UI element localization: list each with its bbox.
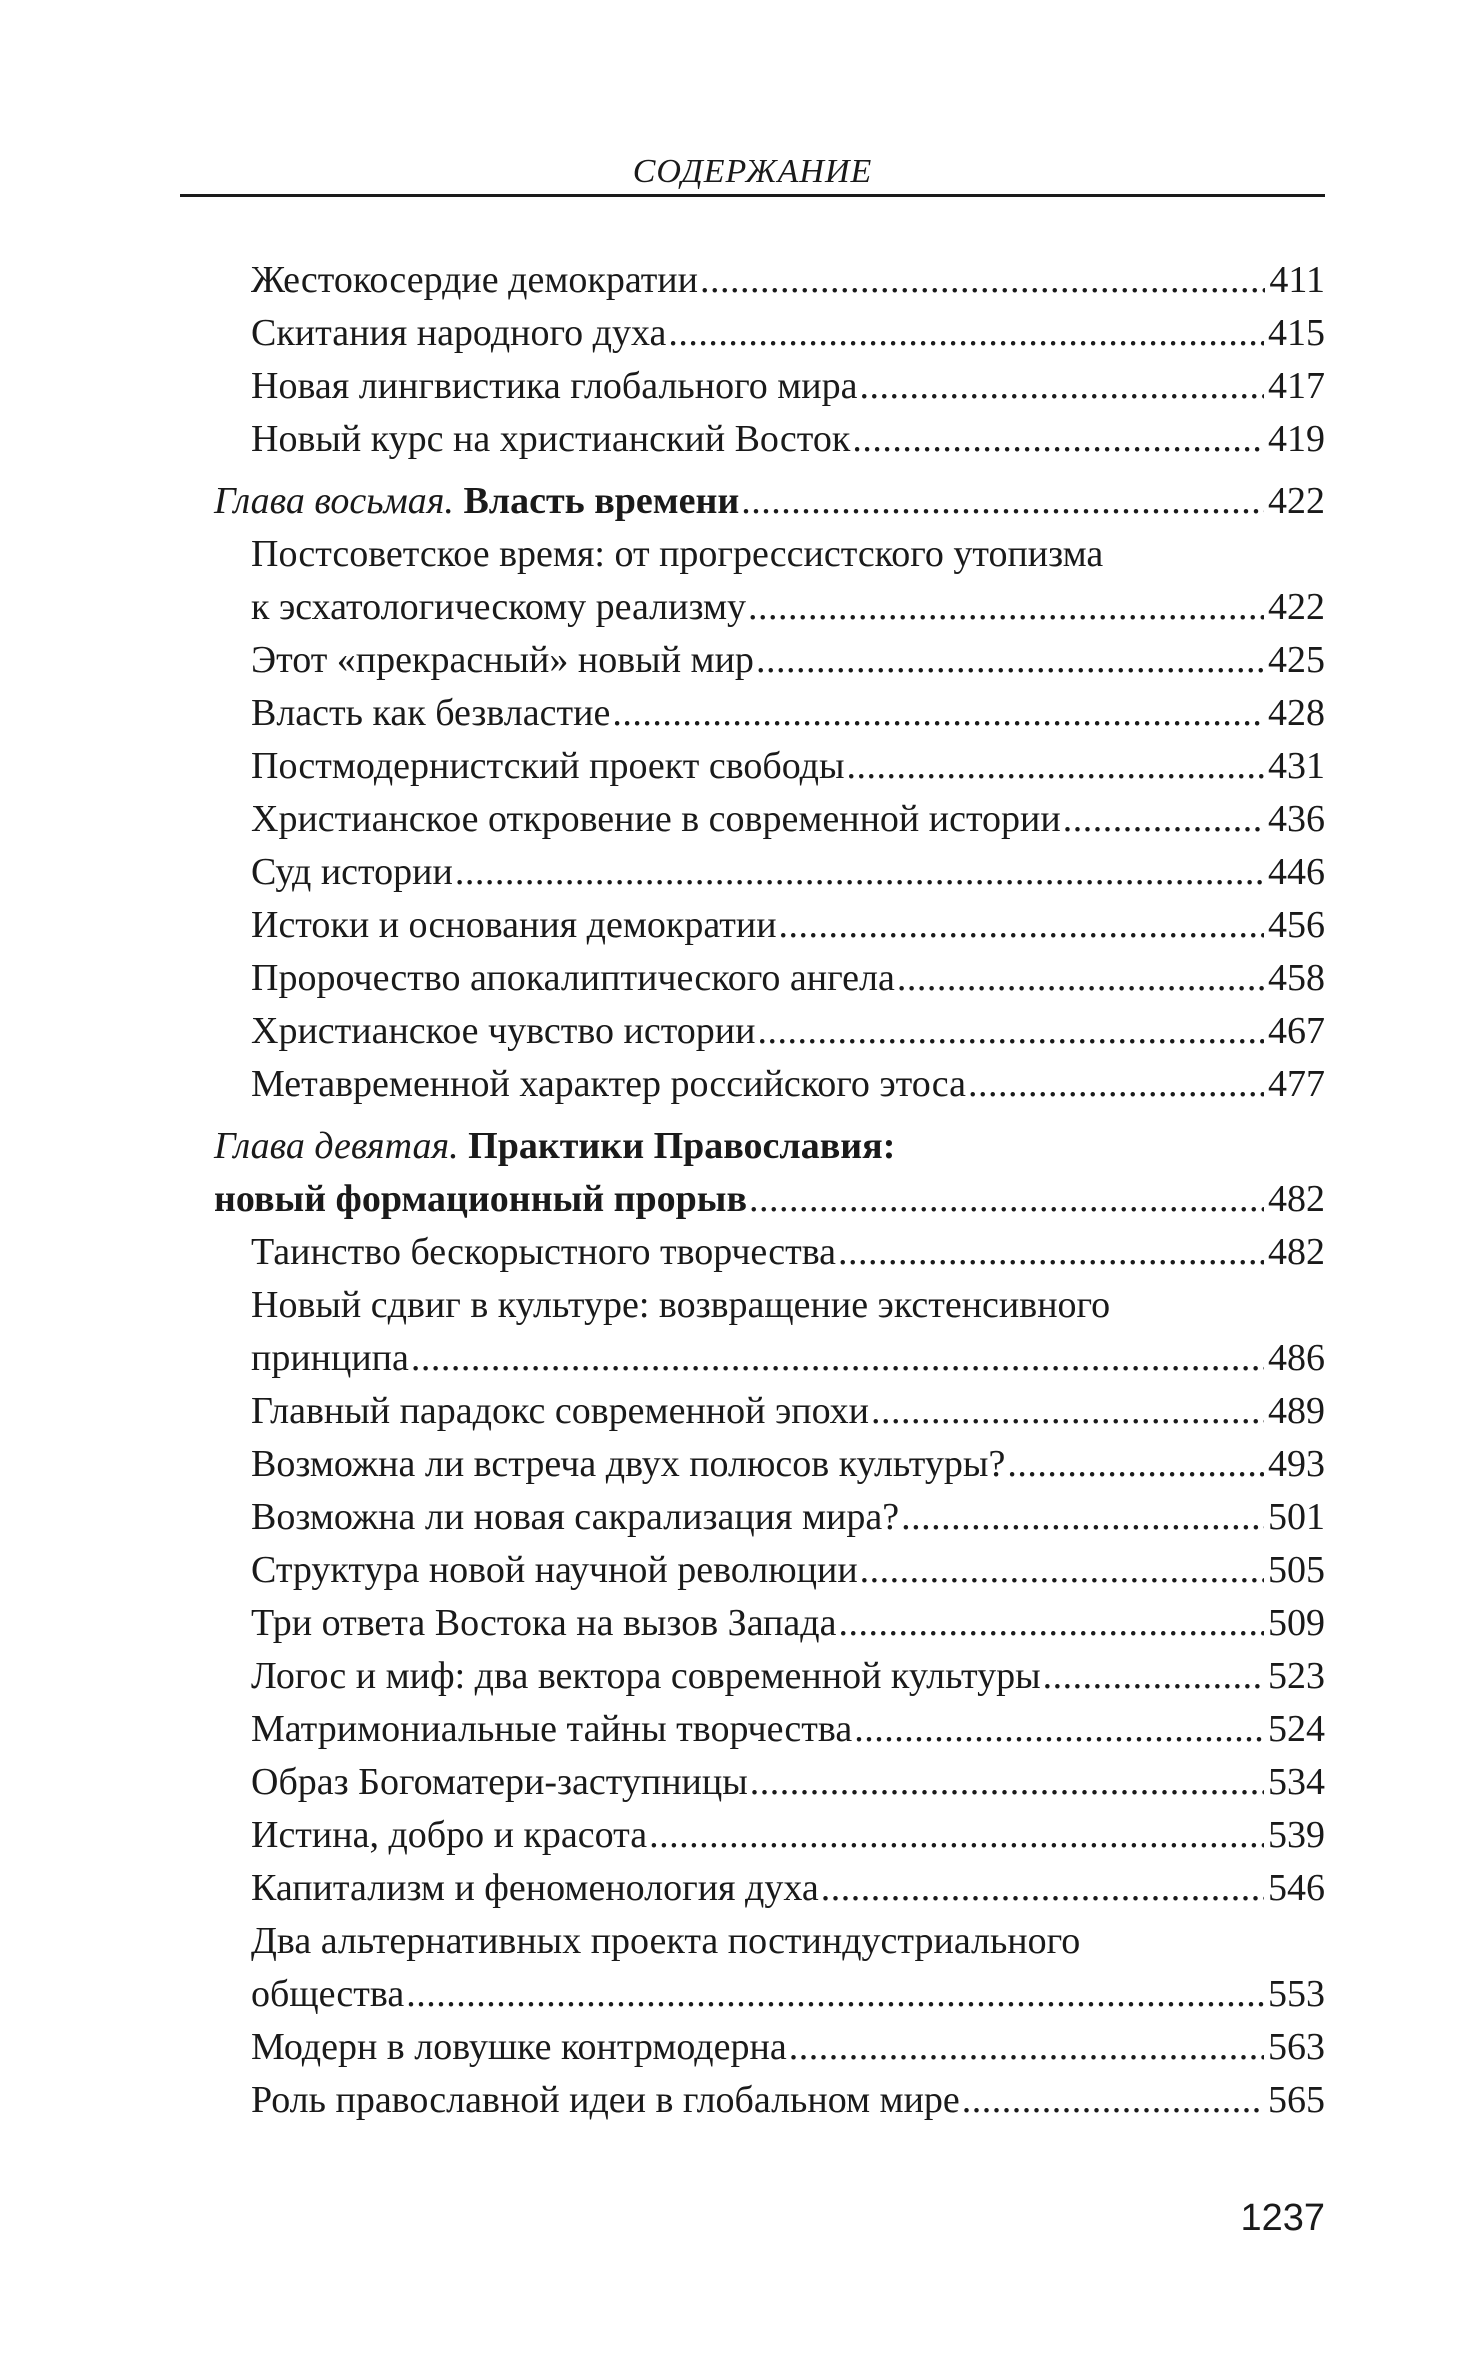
dot-leader bbox=[741, 475, 1264, 528]
toc-entry-title: Капитализм и феноменология духа bbox=[251, 1867, 819, 1909]
chapter-heading-8[interactable] bbox=[214, 475, 1325, 528]
toc-entry-title: Главный парадокс современной эпохи bbox=[251, 1390, 870, 1432]
chapter-heading-9-line1[interactable] bbox=[214, 1120, 1325, 1173]
dot-leader bbox=[860, 1544, 1264, 1597]
toc-entry[interactable] bbox=[214, 307, 1325, 360]
dot-leader bbox=[962, 2074, 1264, 2127]
dot-leader bbox=[901, 1491, 1264, 1544]
toc-entry[interactable] bbox=[214, 254, 1325, 307]
toc-entry[interactable] bbox=[214, 952, 1325, 1005]
toc-entry-page: 411 bbox=[1269, 259, 1325, 301]
toc-entry[interactable] bbox=[214, 1332, 1325, 1385]
toc-entry[interactable] bbox=[214, 1968, 1325, 2021]
toc-entry[interactable] bbox=[214, 740, 1325, 793]
dot-leader bbox=[756, 634, 1264, 687]
toc-entry-page: 565 bbox=[1268, 2079, 1325, 2121]
toc-entry[interactable] bbox=[214, 1756, 1325, 1809]
toc-entry[interactable] bbox=[214, 1385, 1325, 1438]
toc-entry-page: 524 bbox=[1268, 1708, 1325, 1750]
dot-leader bbox=[854, 1703, 1264, 1756]
toc-entry-page: 456 bbox=[1268, 904, 1325, 946]
toc-entry[interactable] bbox=[214, 360, 1325, 413]
dot-leader bbox=[700, 254, 1265, 307]
toc-entry[interactable] bbox=[214, 1491, 1325, 1544]
toc-entry-title-line1: Новый сдвиг в культуре: возвращение экстенсивного bbox=[251, 1284, 1111, 1326]
toc-entry[interactable] bbox=[214, 413, 1325, 466]
dot-leader bbox=[838, 1597, 1264, 1650]
toc-entry-page: 428 bbox=[1268, 692, 1325, 734]
dot-leader bbox=[1063, 793, 1264, 846]
toc-entry-title: Возможна ли новая сакрализация мира? bbox=[251, 1496, 900, 1538]
dot-leader bbox=[411, 1332, 1264, 1385]
toc-entry-page: 417 bbox=[1268, 365, 1325, 407]
toc-entry-title-line1: Два альтернативных проекта постиндустриального bbox=[251, 1920, 1081, 1962]
dot-leader bbox=[968, 1058, 1264, 1111]
toc-entry[interactable] bbox=[214, 1597, 1325, 1650]
toc-entry-title-line1: Постсоветское время: от прогрессистского утопизма bbox=[251, 533, 1104, 575]
toc-entry[interactable] bbox=[214, 1005, 1325, 1058]
toc-entry-title: Логос и миф: два вектора современной культуры bbox=[251, 1655, 1041, 1697]
dot-leader bbox=[455, 846, 1264, 899]
dot-leader bbox=[859, 360, 1264, 413]
toc-entry[interactable] bbox=[214, 634, 1325, 687]
toc-entry-page: 493 bbox=[1268, 1443, 1325, 1485]
toc-entry[interactable] bbox=[214, 1862, 1325, 1915]
running-head: СОДЕРЖАНИЕ bbox=[632, 153, 873, 190]
toc-entry-title: Пророчество апокалиптического ангела bbox=[251, 957, 895, 999]
header-rule bbox=[180, 194, 1325, 197]
toc-entry-title: Образ Богоматери-заступницы bbox=[251, 1761, 748, 1803]
dot-leader bbox=[750, 1756, 1264, 1809]
toc-entry-page: 422 bbox=[1268, 586, 1325, 628]
toc-entry-page: 534 bbox=[1268, 1761, 1325, 1803]
toc-entry-title: Христианское чувство истории bbox=[251, 1010, 756, 1052]
toc-entry-title: Постмодернистский проект свободы bbox=[251, 745, 845, 787]
chapter-heading-9-line2[interactable] bbox=[214, 1173, 1325, 1226]
toc-entry-title: Матримониальные тайны творчества bbox=[251, 1708, 853, 1750]
toc-entry[interactable] bbox=[214, 793, 1325, 846]
dot-leader bbox=[757, 1005, 1264, 1058]
toc-entry[interactable] bbox=[214, 1650, 1325, 1703]
toc-entry[interactable] bbox=[214, 1226, 1325, 1279]
toc-entry-title: Этот «прекрасный» новый мир bbox=[251, 639, 754, 681]
chapter-title bbox=[214, 475, 739, 528]
toc-entry-page: 501 bbox=[1268, 1496, 1325, 1538]
toc-entry-page: 419 bbox=[1268, 418, 1325, 460]
dot-leader bbox=[649, 1809, 1264, 1862]
toc-entry-title: Скитания народного духа bbox=[251, 312, 667, 354]
dot-leader bbox=[779, 899, 1264, 952]
toc-entry[interactable] bbox=[214, 687, 1325, 740]
chapter-page: 482 bbox=[1268, 1178, 1325, 1220]
toc-entry-title: к эсхатологическому реализму bbox=[251, 586, 747, 628]
toc-entry[interactable] bbox=[214, 899, 1325, 952]
toc-entry-page: 467 bbox=[1268, 1010, 1325, 1052]
toc-entry[interactable] bbox=[214, 846, 1325, 899]
dot-leader bbox=[612, 687, 1264, 740]
toc-entry-page: 431 bbox=[1268, 745, 1325, 787]
toc-entry-page: 436 bbox=[1268, 798, 1325, 840]
chapter-page: 422 bbox=[1268, 480, 1325, 522]
toc-entry-page: 415 bbox=[1268, 312, 1325, 354]
dot-leader bbox=[838, 1226, 1264, 1279]
chapter-label: Глава восьмая. bbox=[214, 480, 454, 522]
toc-entry-title: Христианское откровение в современной истории bbox=[251, 798, 1061, 840]
dot-leader bbox=[668, 307, 1264, 360]
toc-entry-title: Метавременной характер российского этоса bbox=[251, 1063, 966, 1105]
toc-entry-page: 486 bbox=[1268, 1337, 1325, 1379]
toc-entry-page: 509 bbox=[1268, 1602, 1325, 1644]
toc-entry[interactable] bbox=[214, 2074, 1325, 2127]
toc-entry-title: принципа bbox=[251, 1337, 409, 1379]
toc-entry-title: Истина, добро и красота bbox=[251, 1814, 648, 1856]
dot-leader bbox=[748, 581, 1264, 634]
toc-entry[interactable] bbox=[214, 1703, 1325, 1756]
toc-entry-page: 553 bbox=[1268, 1973, 1325, 2015]
chapter-name-line2: новый формационный прорыв bbox=[214, 1178, 748, 1220]
toc-entry[interactable] bbox=[214, 1544, 1325, 1597]
toc-entry-title: Модерн в ловушке контрмодерна bbox=[251, 2026, 787, 2068]
toc-entry-title: Жестокосердие демократии bbox=[251, 259, 698, 301]
toc-entry-title: Таинство бескорыстного творчества bbox=[251, 1231, 837, 1273]
dot-leader bbox=[1007, 1438, 1264, 1491]
toc-entry[interactable] bbox=[214, 581, 1325, 634]
toc-entry-line1[interactable] bbox=[214, 1279, 1325, 1332]
toc-entry-title: Новый курс на христианский Восток bbox=[251, 418, 851, 460]
chapter-label: Глава девятая. bbox=[214, 1125, 459, 1167]
toc-entry-title: Новая лингвистика глобального мира bbox=[251, 365, 858, 407]
toc-entry-title: Суд истории bbox=[251, 851, 453, 893]
toc-entry-line1[interactable] bbox=[214, 528, 1325, 581]
dot-leader bbox=[897, 952, 1264, 1005]
toc-entry[interactable] bbox=[214, 1058, 1325, 1111]
toc-entry-title: Истоки и основания демократии bbox=[251, 904, 777, 946]
toc-entry-title: Роль православной идеи в глобальном мире bbox=[251, 2079, 960, 2121]
chapter-title bbox=[214, 1120, 895, 1173]
toc-entry-page: 489 bbox=[1268, 1390, 1325, 1432]
toc-entry-line1[interactable] bbox=[214, 1915, 1325, 1968]
table-of-contents bbox=[214, 254, 1325, 2127]
toc-entry-title: Структура новой научной революции bbox=[251, 1549, 858, 1591]
toc-entry-page: 505 bbox=[1268, 1549, 1325, 1591]
dot-leader bbox=[821, 1862, 1264, 1915]
dot-leader bbox=[847, 740, 1264, 793]
toc-entry-page: 458 bbox=[1268, 957, 1325, 999]
chapter-name-line1: Практики Православия: bbox=[468, 1125, 896, 1167]
toc-entry-page: 546 bbox=[1268, 1867, 1325, 1909]
chapter-name: Власть времени bbox=[463, 480, 740, 522]
dot-leader bbox=[406, 1968, 1264, 2021]
page-number: 1237 bbox=[1240, 2197, 1325, 2239]
toc-entry-page: 425 bbox=[1268, 639, 1325, 681]
toc-entry-page: 539 bbox=[1268, 1814, 1325, 1856]
toc-entry-title: Три ответа Востока на вызов Запада bbox=[251, 1602, 837, 1644]
toc-entry[interactable] bbox=[214, 1438, 1325, 1491]
toc-entry-page: 523 bbox=[1268, 1655, 1325, 1697]
toc-entry-page: 477 bbox=[1268, 1063, 1325, 1105]
dot-leader bbox=[789, 2021, 1264, 2074]
toc-entry-page: 563 bbox=[1268, 2026, 1325, 2068]
dot-leader bbox=[852, 413, 1264, 466]
toc-entry-title: Возможна ли встреча двух полюсов культуры? bbox=[251, 1443, 1006, 1485]
toc-entry-title: Власть как безвластие bbox=[251, 692, 611, 734]
toc-entry-page: 446 bbox=[1268, 851, 1325, 893]
toc-entry-title: общества bbox=[251, 1973, 405, 2015]
toc-entry[interactable] bbox=[214, 1809, 1325, 1862]
dot-leader bbox=[749, 1173, 1264, 1226]
dot-leader bbox=[871, 1385, 1264, 1438]
toc-entry[interactable] bbox=[214, 2021, 1325, 2074]
dot-leader bbox=[1043, 1650, 1264, 1703]
toc-entry-page: 482 bbox=[1268, 1231, 1325, 1273]
